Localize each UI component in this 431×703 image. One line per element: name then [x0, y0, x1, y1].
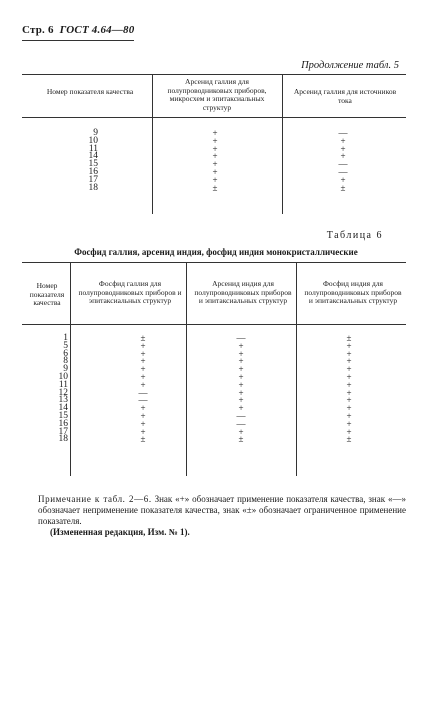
table-cell: —	[236, 410, 246, 421]
table-cell: +	[346, 387, 352, 398]
footnote	[38, 494, 406, 527]
table-row: 10	[88, 135, 98, 146]
table-row: 18	[88, 182, 98, 193]
table5-header-gaas-devices: Арсенид галлия для полупроводниковых приборов, микросхем и эпитаксиальных структур	[167, 77, 267, 112]
table-row: 9	[93, 128, 98, 138]
table-cell: ±	[346, 333, 352, 343]
page-header	[22, 24, 134, 36]
table-cell: +	[346, 371, 352, 382]
table-cell: +	[140, 426, 146, 437]
table-cell: +	[140, 418, 146, 429]
table-row: 13	[58, 395, 68, 406]
table-row: 14	[58, 403, 68, 414]
table-cell: +	[346, 403, 352, 414]
table5-col-gaas-devices	[200, 130, 230, 192]
table-cell: +	[212, 174, 218, 185]
table-row: 9	[63, 364, 68, 375]
table6-title: Фосфид галлия, арсенид индия, фосфид индия монокристаллические	[74, 247, 358, 257]
table-row: 12	[58, 387, 68, 398]
table-cell: —	[138, 395, 148, 406]
footnote-text: Знак «+» обозначает применение показателя качества, знак «—» обозначает неприменение показателя качества, знак «±» обозначает ограниченное применение показателя.	[38, 494, 406, 526]
table5-top-rule	[22, 74, 406, 75]
table5-header-gaas-sources: Арсенид галлия для источников тока	[293, 87, 397, 105]
table-cell: ±	[212, 182, 218, 193]
table-cell: +	[238, 379, 244, 390]
table5-continuation: Продолжение табл. 5	[301, 60, 399, 71]
table-cell: +	[238, 340, 244, 351]
table-cell: +	[140, 340, 146, 351]
table-cell: +	[346, 410, 352, 421]
table-row: 11	[58, 379, 68, 390]
header-rule	[22, 40, 134, 41]
table-cell: +	[140, 410, 146, 421]
table6-col-inas	[226, 335, 256, 444]
table-cell: —	[236, 418, 246, 429]
table6-header-rule	[22, 324, 406, 325]
table-cell: +	[140, 356, 146, 367]
table-cell: ±	[238, 434, 244, 445]
table-cell: ±	[140, 434, 146, 445]
table-cell: —	[338, 128, 348, 138]
table-cell: +	[238, 387, 244, 398]
table-cell: +	[340, 143, 346, 154]
table-cell: +	[238, 426, 244, 437]
table-cell: —	[338, 166, 348, 177]
table-cell: +	[238, 348, 244, 359]
table-row: 1	[63, 333, 68, 343]
table-cell: +	[238, 395, 244, 406]
table-cell: +	[340, 151, 346, 162]
table-cell: —	[338, 159, 348, 170]
table-cell: +	[140, 371, 146, 382]
table-cell: ±	[140, 333, 146, 343]
table5-header-rule	[22, 117, 406, 118]
table6-top-rule	[22, 262, 406, 263]
table-cell: +	[346, 356, 352, 367]
table5-divider-1	[152, 74, 153, 214]
table-cell: +	[340, 135, 346, 146]
table6-header-number: Номер показателя качества	[29, 281, 65, 307]
table-cell: +	[140, 379, 146, 390]
page-number: Стр. 6	[22, 24, 54, 36]
table-cell: ±	[340, 182, 346, 193]
table6-col-inp	[334, 335, 364, 444]
table6-divider-1	[70, 262, 71, 476]
table-row: 16	[58, 418, 68, 429]
table-row: 15	[88, 159, 98, 170]
table-cell: —	[236, 333, 246, 343]
table-cell: +	[212, 166, 218, 177]
table-row: 15	[58, 410, 68, 421]
table-cell: +	[212, 128, 218, 138]
table-row: 5	[63, 340, 68, 351]
table5-col-gaas-sources	[328, 130, 358, 192]
table-row: 11	[88, 143, 98, 154]
table-cell: +	[238, 356, 244, 367]
table-cell: +	[140, 364, 146, 375]
table6-header-gap: Фосфид галлия для полупроводниковых приборов и эпитаксиальных структур	[78, 279, 182, 305]
table6-label: Таблица 6	[326, 230, 383, 241]
table6-header-inp: Фосфид индия для полупроводниковых приборов и эпитаксиальных структур	[304, 279, 402, 305]
table-row: 6	[63, 348, 68, 359]
table-cell: +	[212, 151, 218, 162]
table-cell: +	[238, 371, 244, 382]
table-cell: +	[346, 418, 352, 429]
table6-row-numbers	[52, 335, 68, 444]
table-cell: +	[212, 159, 218, 170]
table-cell: +	[346, 364, 352, 375]
table-cell: ±	[346, 434, 352, 445]
table-cell: +	[346, 426, 352, 437]
footnote-lead: Примечание к табл. 2—6.	[38, 494, 152, 504]
table-cell: +	[346, 348, 352, 359]
standard-designation: ГОСТ 4.64—80	[59, 24, 135, 36]
table-cell: —	[138, 387, 148, 398]
table-row: 10	[58, 371, 68, 382]
table-cell: +	[140, 403, 146, 414]
table5-divider-2	[282, 74, 283, 214]
table-cell: +	[340, 174, 346, 185]
table-row: 8	[63, 356, 68, 367]
table6-divider-3	[296, 262, 297, 476]
table-cell: +	[346, 379, 352, 390]
amendment-note: (Измененная редакция, Изм. № 1).	[50, 527, 190, 537]
table-row: 18	[58, 434, 68, 445]
table-cell: +	[238, 364, 244, 375]
table-cell: +	[140, 348, 146, 359]
table-row: 14	[88, 151, 98, 162]
table-cell: +	[212, 143, 218, 154]
table-cell: +	[346, 395, 352, 406]
table6-divider-2	[186, 262, 187, 476]
table-row: 17	[58, 426, 68, 437]
table-row: 16	[88, 166, 98, 177]
table6-header-inas: Арсенид индия для полупроводниковых приборов и эпитаксиальных структур	[194, 279, 292, 305]
table-cell: +	[212, 135, 218, 146]
table-cell: +	[238, 403, 244, 414]
table5-header-number: Номер показателя качества	[46, 87, 134, 96]
table-row: 17	[88, 174, 98, 185]
table5-row-numbers	[80, 130, 98, 192]
table-cell: +	[346, 340, 352, 351]
table6-col-gap	[128, 335, 158, 444]
